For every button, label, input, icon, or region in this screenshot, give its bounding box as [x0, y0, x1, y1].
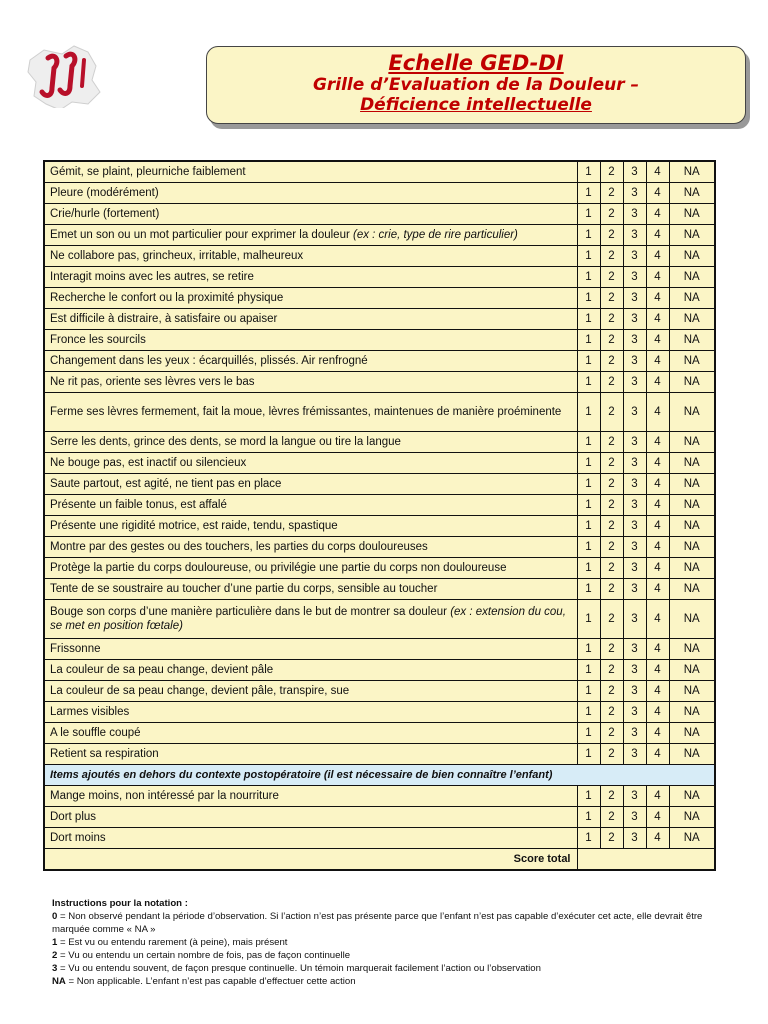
score-option-na[interactable]: NA — [669, 516, 715, 537]
behavior-item-example: (ex : crie, type de rire particulier) — [353, 229, 518, 241]
behavior-item-example: (ex : extension du cou, se met en position fœtale) — [50, 606, 566, 632]
score-option-1[interactable]: 1 — [577, 474, 600, 495]
table-row — [44, 681, 715, 702]
score-option-1[interactable]: 1 — [577, 702, 600, 723]
score-option-na[interactable]: NA — [669, 537, 715, 558]
table-row — [44, 828, 715, 849]
score-option-3[interactable]: 3 — [623, 393, 646, 432]
behavior-item — [44, 744, 577, 765]
behavior-item — [44, 702, 577, 723]
behavior-item — [44, 183, 577, 204]
behavior-item — [44, 723, 577, 744]
score-option-1[interactable]: 1 — [577, 432, 600, 453]
document-title: Echelle GED-DI — [388, 51, 564, 75]
score-option-3[interactable]: 3 — [623, 309, 646, 330]
instruction-key: NA — [52, 976, 66, 987]
score-option-na[interactable]: NA — [669, 828, 715, 849]
score-option-4[interactable]: 4 — [646, 372, 669, 393]
score-option-3[interactable]: 3 — [623, 681, 646, 702]
score-option-1[interactable]: 1 — [577, 309, 600, 330]
behavior-item-text: Pleure (modérément) — [50, 187, 159, 199]
score-option-1[interactable]: 1 — [577, 516, 600, 537]
score-option-1[interactable]: 1 — [577, 639, 600, 660]
behavior-item-text: Emet un son ou un mot particulier pour exprimer la douleur — [50, 229, 353, 241]
score-option-3[interactable]: 3 — [623, 828, 646, 849]
score-option-2[interactable]: 2 — [600, 351, 623, 372]
behavior-item — [44, 393, 577, 432]
behavior-item-text: Ferme ses lèvres fermement, fait la moue, lèvres frémissantes, maintenues de manière proéminente — [50, 406, 562, 418]
behavior-item-text: A le souffle coupé — [50, 727, 141, 739]
score-option-2[interactable]: 2 — [600, 744, 623, 765]
table-row — [44, 537, 715, 558]
table-row — [44, 267, 715, 288]
score-option-2[interactable]: 2 — [600, 288, 623, 309]
score-total-field[interactable] — [577, 849, 715, 871]
score-option-3[interactable]: 3 — [623, 600, 646, 639]
score-option-3[interactable]: 3 — [623, 372, 646, 393]
score-option-4[interactable]: 4 — [646, 309, 669, 330]
table-row — [44, 600, 715, 639]
behavior-item-text: Protège la partie du corps douloureuse, ou privilégie une partie du corps non douloureuse — [50, 562, 507, 574]
instruction-line — [52, 962, 732, 975]
score-option-4[interactable]: 4 — [646, 183, 669, 204]
table-row — [44, 183, 715, 204]
score-option-2[interactable]: 2 — [600, 786, 623, 807]
score-option-na[interactable]: NA — [669, 204, 715, 225]
score-option-3[interactable]: 3 — [623, 723, 646, 744]
score-option-4[interactable]: 4 — [646, 246, 669, 267]
table-row — [44, 330, 715, 351]
score-option-2[interactable]: 2 — [600, 432, 623, 453]
score-option-na[interactable]: NA — [669, 807, 715, 828]
table-row — [44, 393, 715, 432]
score-option-1[interactable]: 1 — [577, 723, 600, 744]
score-option-4[interactable]: 4 — [646, 639, 669, 660]
score-option-2[interactable]: 2 — [600, 393, 623, 432]
instruction-key: 2 — [52, 950, 58, 961]
behavior-item — [44, 681, 577, 702]
table-row — [44, 495, 715, 516]
behavior-item — [44, 161, 577, 183]
score-option-3[interactable]: 3 — [623, 453, 646, 474]
score-option-na[interactable]: NA — [669, 744, 715, 765]
behavior-item-text: Présente une rigidité motrice, est raide, tendu, spastique — [50, 520, 338, 532]
behavior-item-text: Larmes visibles — [50, 706, 130, 718]
behavior-item-text: Gémit, se plaint, pleurniche faiblement — [50, 166, 246, 178]
score-option-2[interactable]: 2 — [600, 474, 623, 495]
table-row — [44, 453, 715, 474]
score-option-na[interactable]: NA — [669, 639, 715, 660]
score-option-1[interactable]: 1 — [577, 267, 600, 288]
score-option-na[interactable]: NA — [669, 288, 715, 309]
behavior-item — [44, 330, 577, 351]
score-option-2[interactable]: 2 — [600, 600, 623, 639]
score-option-1[interactable]: 1 — [577, 246, 600, 267]
score-option-3[interactable]: 3 — [623, 807, 646, 828]
table-row — [44, 288, 715, 309]
behavior-item-text: Ne rit pas, oriente ses lèvres vers le bas — [50, 376, 255, 388]
instruction-line — [52, 949, 732, 962]
score-option-2[interactable]: 2 — [600, 537, 623, 558]
score-option-4[interactable]: 4 — [646, 204, 669, 225]
score-option-2[interactable]: 2 — [600, 579, 623, 600]
score-option-4[interactable]: 4 — [646, 495, 669, 516]
score-option-na[interactable]: NA — [669, 393, 715, 432]
score-option-2[interactable]: 2 — [600, 723, 623, 744]
score-option-1[interactable]: 1 — [577, 807, 600, 828]
behavior-item — [44, 579, 577, 600]
score-option-na[interactable]: NA — [669, 453, 715, 474]
behavior-item-text: Interagit moins avec les autres, se retire — [50, 271, 254, 283]
score-option-3[interactable]: 3 — [623, 225, 646, 246]
score-option-2[interactable]: 2 — [600, 495, 623, 516]
score-option-3[interactable]: 3 — [623, 495, 646, 516]
instruction-text: = Vu ou entendu souvent, de façon presque continuelle. Un témoin marquerait facilement l’action ou l’observation — [57, 963, 541, 974]
behavior-item-text: Mange moins, non intéressé par la nourriture — [50, 790, 279, 802]
score-option-2[interactable]: 2 — [600, 246, 623, 267]
behavior-item-text: Retient sa respiration — [50, 748, 159, 760]
score-option-na[interactable]: NA — [669, 723, 715, 744]
score-option-4[interactable]: 4 — [646, 393, 669, 432]
behavior-item — [44, 309, 577, 330]
table-row — [44, 204, 715, 225]
score-option-1[interactable]: 1 — [577, 225, 600, 246]
score-option-na[interactable]: NA — [669, 558, 715, 579]
behavior-item — [44, 288, 577, 309]
score-option-2[interactable]: 2 — [600, 660, 623, 681]
table-row — [44, 786, 715, 807]
score-option-na[interactable]: NA — [669, 579, 715, 600]
score-option-1[interactable]: 1 — [577, 393, 600, 432]
score-option-1[interactable]: 1 — [577, 537, 600, 558]
behavior-item-text: Dort moins — [50, 832, 106, 844]
instruction-text: = Est vu ou entendu rarement (à peine), mais présent — [57, 937, 288, 948]
score-option-3[interactable]: 3 — [623, 516, 646, 537]
score-option-na[interactable]: NA — [669, 600, 715, 639]
behavior-item-text: Est difficile à distraire, à satisfaire ou apaiser — [50, 313, 278, 325]
score-option-4[interactable]: 4 — [646, 702, 669, 723]
score-option-2[interactable]: 2 — [600, 453, 623, 474]
behavior-item — [44, 432, 577, 453]
score-option-na[interactable]: NA — [669, 330, 715, 351]
score-option-2[interactable]: 2 — [600, 372, 623, 393]
score-option-1[interactable]: 1 — [577, 828, 600, 849]
score-option-1[interactable]: 1 — [577, 681, 600, 702]
table-row — [44, 372, 715, 393]
score-option-2[interactable]: 2 — [600, 702, 623, 723]
score-option-1[interactable]: 1 — [577, 288, 600, 309]
score-option-na[interactable]: NA — [669, 267, 715, 288]
score-option-2[interactable]: 2 — [600, 330, 623, 351]
score-option-na[interactable]: NA — [669, 161, 715, 183]
behavior-item-text: La couleur de sa peau change, devient pâle, transpire, sue — [50, 685, 350, 697]
behavior-item — [44, 204, 577, 225]
table-row — [44, 161, 715, 183]
score-option-na[interactable]: NA — [669, 432, 715, 453]
score-option-3[interactable]: 3 — [623, 267, 646, 288]
table-row — [44, 807, 715, 828]
score-option-na[interactable]: NA — [669, 309, 715, 330]
score-option-2[interactable]: 2 — [600, 267, 623, 288]
table-row — [44, 558, 715, 579]
score-option-4[interactable]: 4 — [646, 330, 669, 351]
behavior-item — [44, 372, 577, 393]
behavior-item-text: Présente un faible tonus, est affalé — [50, 499, 227, 511]
table-row — [44, 579, 715, 600]
score-option-3[interactable]: 3 — [623, 579, 646, 600]
instruction-text: = Non observé pendant la période d’observation. Si l’action n’est pas présente parce que l’enfant n’est pas capable d’exécuter cet acte, elle devrait être marquée comme « NA » — [52, 911, 703, 935]
behavior-item — [44, 246, 577, 267]
pain-assessment-grid — [43, 160, 716, 871]
score-option-3[interactable]: 3 — [623, 161, 646, 183]
table-row — [44, 660, 715, 681]
table-row — [44, 246, 715, 267]
behavior-item-text: Frissonne — [50, 643, 101, 655]
score-total-label: Score total — [44, 849, 577, 871]
instruction-text: = Vu ou entendu un certain nombre de fois, pas de façon continuelle — [57, 950, 351, 961]
score-option-2[interactable]: 2 — [600, 161, 623, 183]
table-row — [44, 474, 715, 495]
behavior-item — [44, 225, 577, 246]
score-option-2[interactable]: 2 — [600, 204, 623, 225]
score-option-4[interactable]: 4 — [646, 432, 669, 453]
score-option-1[interactable]: 1 — [577, 372, 600, 393]
score-option-4[interactable]: 4 — [646, 681, 669, 702]
score-option-4[interactable]: 4 — [646, 288, 669, 309]
score-option-3[interactable]: 3 — [623, 183, 646, 204]
score-option-3[interactable]: 3 — [623, 432, 646, 453]
behavior-item — [44, 495, 577, 516]
score-option-4[interactable]: 4 — [646, 660, 669, 681]
score-option-na[interactable]: NA — [669, 660, 715, 681]
score-option-na[interactable]: NA — [669, 351, 715, 372]
behavior-item — [44, 639, 577, 660]
score-option-na[interactable]: NA — [669, 786, 715, 807]
regional-map-logo-icon — [22, 40, 112, 116]
behavior-item-text: Fronce les sourcils — [50, 334, 146, 346]
score-option-na[interactable]: NA — [669, 702, 715, 723]
instruction-key: 3 — [52, 963, 58, 974]
table-row — [44, 516, 715, 537]
score-option-na[interactable]: NA — [669, 681, 715, 702]
score-option-1[interactable]: 1 — [577, 183, 600, 204]
behavior-item-text: Serre les dents, grince des dents, se mord la langue ou tire la langue — [50, 436, 401, 448]
behavior-item-text: Changement dans les yeux : écarquillés, plissés. Air renfrogné — [50, 355, 368, 367]
behavior-item-text: Bouge son corps d’une manière particulière dans le but de montrer sa douleur — [50, 606, 451, 618]
score-option-4[interactable]: 4 — [646, 537, 669, 558]
score-option-1[interactable]: 1 — [577, 660, 600, 681]
table-row — [44, 744, 715, 765]
score-option-2[interactable]: 2 — [600, 807, 623, 828]
instruction-line — [52, 936, 732, 949]
score-option-3[interactable]: 3 — [623, 330, 646, 351]
behavior-item-text: Tente de se soustraire au toucher d’une partie du corps, sensible au toucher — [50, 583, 438, 595]
score-option-1[interactable]: 1 — [577, 558, 600, 579]
document-subtitle: Grille d’Evaluation de la Douleur – — [312, 75, 640, 95]
score-option-4[interactable]: 4 — [646, 579, 669, 600]
behavior-item — [44, 828, 577, 849]
score-option-1[interactable]: 1 — [577, 351, 600, 372]
score-option-3[interactable]: 3 — [623, 288, 646, 309]
score-option-4[interactable]: 4 — [646, 516, 669, 537]
section-header-row — [44, 765, 715, 786]
behavior-item-text: Crie/hurle (fortement) — [50, 208, 160, 220]
score-option-1[interactable]: 1 — [577, 495, 600, 516]
score-total-row — [44, 849, 715, 871]
score-option-2[interactable]: 2 — [600, 639, 623, 660]
score-option-3[interactable]: 3 — [623, 639, 646, 660]
score-option-na[interactable]: NA — [669, 246, 715, 267]
instruction-line — [52, 975, 732, 988]
score-option-4[interactable]: 4 — [646, 828, 669, 849]
score-option-4[interactable]: 4 — [646, 723, 669, 744]
instruction-key: 0 — [52, 911, 58, 922]
behavior-item — [44, 267, 577, 288]
score-option-3[interactable]: 3 — [623, 702, 646, 723]
table-row — [44, 723, 715, 744]
section-header: Items ajoutés en dehors du contexte postopératoire (il est nécessaire de bien connaître l’enfant) — [44, 765, 715, 786]
behavior-item — [44, 516, 577, 537]
score-option-2[interactable]: 2 — [600, 681, 623, 702]
score-option-2[interactable]: 2 — [600, 828, 623, 849]
score-option-na[interactable]: NA — [669, 372, 715, 393]
table-row — [44, 639, 715, 660]
score-option-3[interactable]: 3 — [623, 537, 646, 558]
score-option-1[interactable]: 1 — [577, 786, 600, 807]
score-option-4[interactable]: 4 — [646, 600, 669, 639]
instruction-key: 1 — [52, 937, 58, 948]
table-row — [44, 309, 715, 330]
score-option-na[interactable]: NA — [669, 474, 715, 495]
score-option-3[interactable]: 3 — [623, 744, 646, 765]
score-option-2[interactable]: 2 — [600, 183, 623, 204]
behavior-item-text: Dort plus — [50, 811, 97, 823]
instruction-line — [52, 910, 732, 936]
behavior-item-text: Saute partout, est agité, ne tient pas en place — [50, 478, 282, 490]
behavior-item — [44, 600, 577, 639]
behavior-item — [44, 558, 577, 579]
score-option-4[interactable]: 4 — [646, 351, 669, 372]
behavior-item — [44, 453, 577, 474]
score-option-3[interactable]: 3 — [623, 786, 646, 807]
score-option-4[interactable]: 4 — [646, 474, 669, 495]
score-option-3[interactable]: 3 — [623, 351, 646, 372]
table-row — [44, 225, 715, 246]
document-subtitle-2: Déficience intellectuelle — [360, 95, 592, 115]
scoring-instructions — [52, 897, 732, 988]
score-option-3[interactable]: 3 — [623, 660, 646, 681]
score-option-1[interactable]: 1 — [577, 600, 600, 639]
score-option-3[interactable]: 3 — [623, 474, 646, 495]
score-option-4[interactable]: 4 — [646, 267, 669, 288]
score-option-3[interactable]: 3 — [623, 246, 646, 267]
behavior-item — [44, 351, 577, 372]
score-option-na[interactable]: NA — [669, 225, 715, 246]
score-option-1[interactable]: 1 — [577, 204, 600, 225]
table-row — [44, 702, 715, 723]
score-option-4[interactable]: 4 — [646, 161, 669, 183]
score-option-2[interactable]: 2 — [600, 516, 623, 537]
score-option-1[interactable]: 1 — [577, 453, 600, 474]
score-option-3[interactable]: 3 — [623, 558, 646, 579]
score-option-1[interactable]: 1 — [577, 161, 600, 183]
behavior-item — [44, 660, 577, 681]
score-option-4[interactable]: 4 — [646, 807, 669, 828]
instructions-heading: Instructions pour la notation : — [52, 898, 188, 909]
score-option-4[interactable]: 4 — [646, 786, 669, 807]
score-option-2[interactable]: 2 — [600, 558, 623, 579]
score-option-4[interactable]: 4 — [646, 225, 669, 246]
title-banner — [206, 46, 746, 124]
behavior-item-text: Ne collabore pas, grincheux, irritable, malheureux — [50, 250, 304, 262]
table-row — [44, 432, 715, 453]
instruction-text: = Non applicable. L’enfant n’est pas capable d’effectuer cette action — [65, 976, 356, 987]
behavior-item — [44, 786, 577, 807]
behavior-item — [44, 537, 577, 558]
score-option-4[interactable]: 4 — [646, 744, 669, 765]
score-option-na[interactable]: NA — [669, 183, 715, 204]
table-row — [44, 351, 715, 372]
behavior-item-text: La couleur de sa peau change, devient pâle — [50, 664, 274, 676]
score-option-1[interactable]: 1 — [577, 579, 600, 600]
behavior-item — [44, 807, 577, 828]
behavior-item-text: Montre par des gestes ou des touchers, les parties du corps douloureuses — [50, 541, 428, 553]
score-option-1[interactable]: 1 — [577, 744, 600, 765]
organization-logo — [22, 40, 112, 116]
score-option-3[interactable]: 3 — [623, 204, 646, 225]
score-option-4[interactable]: 4 — [646, 558, 669, 579]
score-option-4[interactable]: 4 — [646, 453, 669, 474]
score-option-2[interactable]: 2 — [600, 309, 623, 330]
score-option-na[interactable]: NA — [669, 495, 715, 516]
behavior-item-text: Ne bouge pas, est inactif ou silencieux — [50, 457, 247, 469]
behavior-item-text: Recherche le confort ou la proximité physique — [50, 292, 284, 304]
score-option-2[interactable]: 2 — [600, 225, 623, 246]
score-option-1[interactable]: 1 — [577, 330, 600, 351]
behavior-item — [44, 474, 577, 495]
